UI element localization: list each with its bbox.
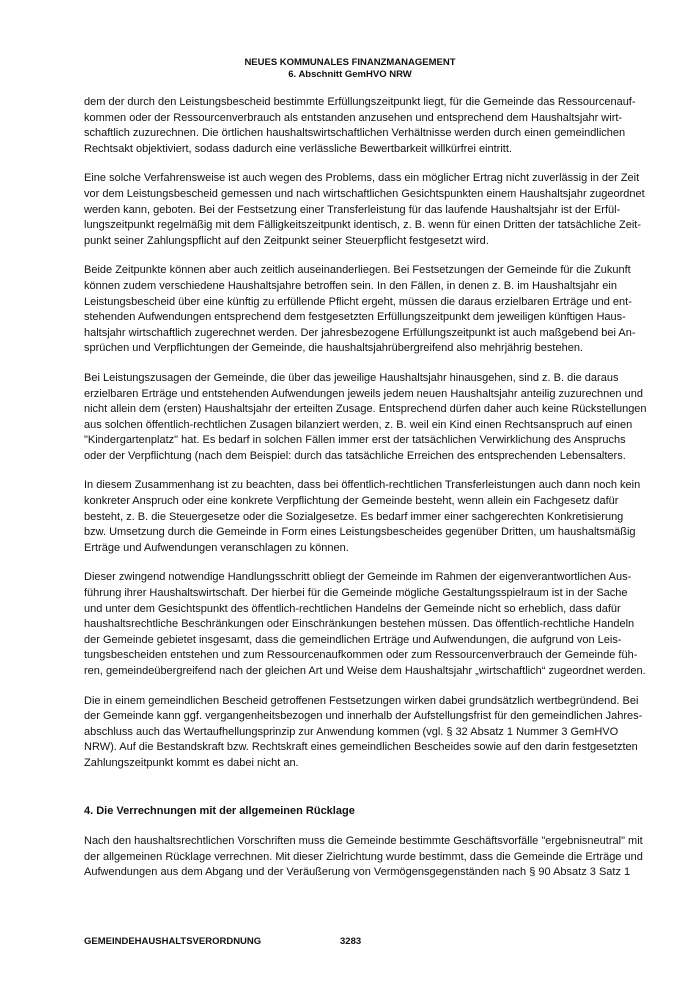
text-line: NRW). Auf die Bestandskraft bzw. Rechtskraft eines gemeindlichen Bescheides sowie auf den darin festgesetzten [84, 741, 638, 754]
text-line: haltsjahr wirtschaftlich zugerechnet werden. Der jahresbezogene Erfüllungszeitpunkt ist auch maßgebend bei An- [84, 326, 636, 339]
text-line: erzielbaren Erträge und entstehenden Aufwendungen jeweils jedem neuen Haushaltsjahr anteilig zuzurechnen und [84, 387, 643, 400]
text-line: sprüchen und Verpflichtungen der Gemeinde, die haushaltsjahrübergreifend also mehrjährig bestehen. [84, 342, 583, 355]
text-line: Zahlungszeitpunkt kommt es dabei nicht an. [84, 756, 299, 769]
text-line: In diesem Zusammenhang ist zu beachten, dass bei öffentlich-rechtlichen Transferleistungen auch dann noch kein [84, 479, 641, 492]
text-line: oder der Verpflichtung (nach dem Beispiel: durch das tatsächliche Erreichen des entsprechenden Lebensalters. [84, 449, 626, 462]
text-line: Nach den haushaltsrechtlichen Vorschriften muss die Gemeinde bestimmte Geschäftsvorfälle "ergebnisneutral" mit [84, 835, 643, 847]
text-line: der allgemeinen Rücklage verrechnen. Mit dieser Zielrichtung wurde bestimmt, dass die Gemeinde die Erträge und [84, 850, 643, 863]
text-line: führung ihrer Haushaltswirtschaft. Der hierbei für die Gemeinde mögliche Gestaltungsspielraum ist in der Sache [84, 587, 628, 600]
section-paragraph [84, 834, 643, 881]
text-line: stehenden Aufwendungen entsprechend dem festgesetzten Erfüllungszeitpunkt dem jeweiligen künftigen Haus- [84, 311, 626, 324]
text-line: lungszeitpunkt regelmäßig mit dem Fälligkeitszeitpunkt identisch, z. B. wenn für einen Dritten der tatsächliche Zeit- [84, 219, 641, 232]
footer-title: GEMEINDEHAUSHALTSVERORDNUNG [84, 936, 262, 947]
text-line: nicht allein dem (ersten) Haushaltsjahr der erteilten Zusage. Entsprechend dürfen daher auch keine Rückstellungen [84, 403, 647, 416]
text-line: schaftlich zuzurechnen. Die örtlichen haushaltswirtschaftlichen Verhältnisse werden durch einen gemeindlichen [84, 127, 626, 140]
text-line: "Kindergartenplatz" hat. Es bedarf in solchen Fällen immer erst der tatsächlichen Verwirklichung des Anspruchs [84, 434, 626, 447]
text-line: Rechtsakt objektiviert, sodass dadurch eine verlässliche Bewertbarkeit willkürfrei eintritt. [84, 142, 512, 155]
text-line: ren, gemeindeübergreifend nach der gleichen Art und Weise dem Haushaltsjahr „wirtschaftlich“ zugeordnet werden. [84, 665, 646, 677]
paragraph [84, 263, 636, 357]
paragraph [84, 478, 641, 556]
text-line: der Gemeinde gebietet insgesamt, dass die gemeindlichen Erträge und Aufwendungen, die aufgrund von Leis- [84, 633, 622, 646]
text-line: Bei Leistungszusagen der Gemeinde, die über das jeweilige Haushaltsjahr hinausgehen, sind z. B. die daraus [84, 371, 619, 384]
text-line: bzw. Umsetzung durch die Gemeinde in Form eines Leistungsbescheides gegenüber Dritten, um haushaltsmäßig [84, 526, 636, 539]
text-line: kommen oder der Ressourcenverbrauch als entstanden anzusehen und entsprechend dem Haushaltsjahr wirt- [84, 111, 623, 124]
text-line: können zudem verschiedene Haushaltsjahre betroffen sein. In den Fällen, in denen z. B. im Haushaltsjahr ein [84, 279, 617, 292]
running-header-title: NEUES KOMMUNALES FINANZMANAGEMENT [244, 57, 456, 68]
text-line: Dieser zwingend notwendige Handlungsschritt obliegt der Gemeinde im Rahmen der eigenverantwortlichen Aus- [84, 571, 632, 584]
text-line: Die in einem gemeindlichen Bescheid getroffenen Festsetzungen wirken dabei grundsätzlich wertbegründend. Bei [84, 694, 639, 707]
text-line: punkt seiner Zahlungspflicht auf den Zeitpunkt seiner Steuerpflicht festgesetzt wird. [84, 234, 489, 247]
paragraph [84, 570, 646, 679]
section-heading: 4. Die Verrechnungen mit der allgemeinen Rücklage [84, 805, 355, 817]
text-line: Eine solche Verfahrensweise ist auch wegen des Problems, dass ein möglicher Ertrag nicht zuverlässig in der Zeit [84, 172, 640, 185]
paragraph [84, 95, 636, 157]
running-header-subtitle: 6. Abschnitt GemHVO NRW [288, 69, 412, 80]
page-number: 3283 [340, 936, 362, 947]
body-text [84, 95, 647, 786]
text-line: der Gemeinde kann ggf. vergangenheitsbezogen und innerhalb der Aufstellungsfrist für den gemeindlichen Jahres- [84, 710, 643, 723]
text-line: aus solchen öffentlich-rechtlichen Zusagen bilanziert werden, z. B. weil ein Kind einen Rechtsanspruch auf einen [84, 418, 633, 431]
text-line: tungsbescheiden entstehen und zum Ressourcenaufkommen oder zum Ressourcenverbrauch der Gemeinde füh- [84, 649, 638, 662]
text-line: Aufwendungen aus dem Abgang und der Veräußerung von Vermögensgegenständen nach § 90 Absatz 3 Satz 1 [84, 866, 631, 879]
text-line: konkreter Anspruch oder eine konkrete Verpflichtung der Gemeinde besteht, wenn allein ein Fachgesetz dafür [84, 495, 619, 508]
paragraph [84, 371, 647, 465]
text-line: dem der durch den Leistungsbescheid bestimmte Erfüllungszeitpunkt liegt, für die Gemeinde das Ressourcenauf- [84, 96, 636, 108]
text-line: Leistungsbescheid über eine künftig zu erfüllende Pflicht ergeht, müssen die daraus erzielbaren Erträge und ent- [84, 295, 632, 308]
text-line: vor dem Leistungsbescheid gemessen und nach wirtschaftlichen Gesichtspunkten einem Haushaltsjahr zugeordnet [84, 187, 645, 200]
text-line: werden kann, geboten. Bei der Festsetzung einer Transferleistung für das laufende Haushaltsjahr ist der Erfül- [84, 203, 621, 216]
text-line: haushaltsrechtliche Beschränkungen oder Einschränkungen bestehen müssen. Das öffentlich-rechtliche Handeln [84, 618, 635, 631]
text-line: Erträge und Aufwendungen veranschlagen zu können. [84, 541, 349, 554]
text-line: besteht, z. B. die Steuergesetze oder die Sozialgesetze. Es bedarf immer einer sachgerechten Konkretisierung [84, 510, 624, 523]
paragraph [84, 694, 643, 772]
text-line: und unter dem Gesichtspunkt des öffentlich-rechtlichen Handelns der Gemeinde nicht so erheblich, dass dafür [84, 602, 621, 615]
paragraph [84, 171, 645, 249]
text-line: abschluss auch das Wertaufhellungsprinzip zur Anwendung kommen (vgl. § 32 Absatz 1 Nummer 3 GemHVO [84, 725, 619, 738]
text-line: Beide Zeitpunkte können aber auch zeitlich auseinanderliegen. Bei Festsetzungen der Gemeinde für die Zukunft [84, 264, 631, 277]
